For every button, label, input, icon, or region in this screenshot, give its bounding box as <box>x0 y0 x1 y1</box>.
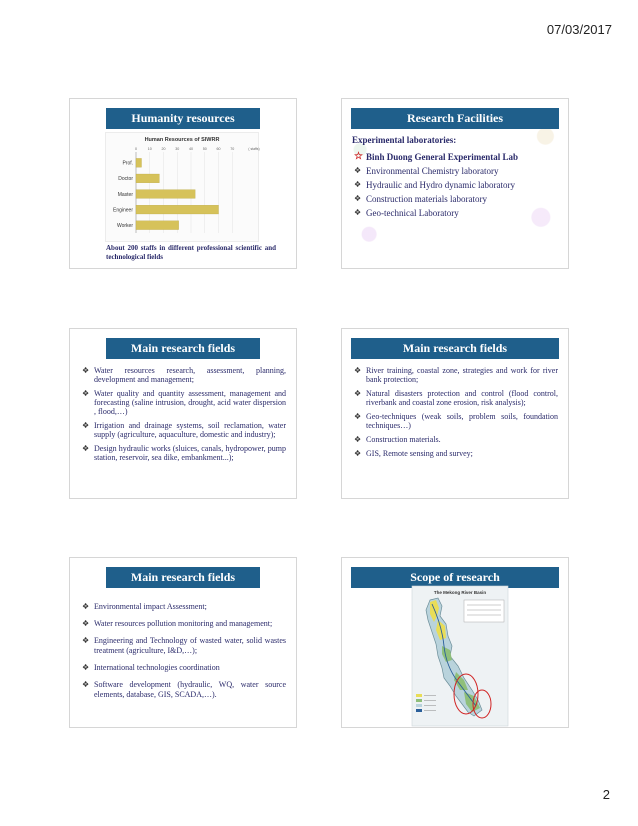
labs-heading: Experimental laboratories: <box>352 135 457 145</box>
list-item: ❖ Design hydraulic works (sluices, canals, hydropower, pump station, reservoir, sea dike, embankment...); <box>82 444 286 462</box>
chart-title: Human Resources of SIWRR <box>144 137 220 143</box>
diamond-bullet-icon: ❖ <box>354 435 362 444</box>
category-label: Engineer <box>112 207 133 214</box>
diamond-bullet-icon: ❖ <box>82 619 90 628</box>
diamond-bullet-icon: ❖ <box>354 208 362 217</box>
list-item: ❖ Environmental Chemistry laboratory <box>354 166 499 176</box>
staff-chart <box>105 132 259 242</box>
list-item: ❖ Water resources research, assessment, planning, development and management; <box>82 366 286 384</box>
slide-main-research-fields-2 <box>341 328 569 499</box>
diamond-bullet-icon: ❖ <box>82 389 90 398</box>
list-item: ❖ Natural disasters protection and control (flood control, riverbank and coastal zone erosion, risk analysis); <box>354 389 558 407</box>
diamond-bullet-icon: ❖ <box>82 680 90 689</box>
list-item: ❖ Construction materials laboratory <box>354 194 487 204</box>
list-item: ❖ Water quality and quantity assessment, management and forecasting (saline intrusion, drought, acid water dispersion , flood,…) <box>82 389 286 416</box>
fields-list <box>80 602 286 707</box>
category-label: Prof. <box>122 160 133 167</box>
diamond-bullet-icon: ❖ <box>82 636 90 645</box>
slide-title: Main research fields <box>106 567 260 588</box>
category-label: Doctor <box>118 176 133 183</box>
bar-worker <box>136 221 179 230</box>
category-label: Worker <box>116 223 133 229</box>
diamond-bullet-icon: ❖ <box>82 663 90 672</box>
bar-prof <box>136 158 142 167</box>
slide-title: Research Facilities <box>351 108 559 129</box>
diamond-bullet-icon: ❖ <box>354 412 362 421</box>
slide-main-research-fields-3 <box>69 557 297 728</box>
diamond-bullet-icon: ❖ <box>354 166 362 175</box>
tick-label: 40 <box>189 147 193 151</box>
diamond-bullet-icon: ❖ <box>82 602 90 611</box>
slide-main-research-fields-1 <box>69 328 297 499</box>
list-item: ❖ Irrigation and drainage systems, soil reclamation, water supply (agriculture, aquaculture, domestic and industry); <box>82 421 286 439</box>
unit-label: ( staffs) <box>248 147 260 151</box>
slide-humanity-resources <box>69 98 297 269</box>
slide-title: Main research fields <box>351 338 559 359</box>
slide-title: Humanity resources <box>106 108 260 129</box>
list-item: ❖ River training, coastal zone, strategies and work for river bank protection; <box>354 366 558 384</box>
list-item: ❖ International technologies coordination <box>82 663 220 672</box>
tick-label: 60 <box>216 147 221 151</box>
fields-list <box>352 366 558 463</box>
list-item: ❖ Construction materials. <box>354 435 441 444</box>
tick-label: 50 <box>202 147 207 151</box>
tick-label: 70 <box>230 147 235 151</box>
diamond-bullet-icon: ❖ <box>354 180 362 189</box>
slide-scope-of-research <box>341 557 569 728</box>
tick-label: 30 <box>175 147 180 151</box>
slide-research-facilities <box>341 98 569 269</box>
slide-title: Main research fields <box>106 338 260 359</box>
diamond-bullet-icon: ❖ <box>354 389 362 398</box>
labs-list <box>352 150 558 220</box>
slide-title: Scope of research <box>351 567 559 588</box>
tick-label: 20 <box>161 147 166 151</box>
diamond-bullet-icon: ❖ <box>82 444 90 453</box>
bar-doctor <box>136 174 159 183</box>
diamond-bullet-icon: ❖ <box>82 366 90 375</box>
list-item: ❖ GIS, Remote sensing and survey; <box>354 449 473 458</box>
bar-engineer <box>136 205 219 214</box>
diamond-bullet-icon: ❖ <box>354 366 362 375</box>
star-icon: ☆ <box>354 151 363 162</box>
diamond-bullet-icon: ❖ <box>354 449 362 458</box>
tick-label: 0 <box>135 147 137 151</box>
date-stamp: 07/03/2017 <box>546 22 612 37</box>
list-item: ❖ Geo-techniques (weak soils, problem soils, foundation techniques…) <box>354 412 558 430</box>
list-item: ❖ Geo-technical Laboratory <box>354 208 459 218</box>
list-item: ❖ Hydraulic and Hydro dynamic laboratory <box>354 180 515 190</box>
mekong-basin-map <box>412 586 508 726</box>
bar-master <box>136 190 195 199</box>
map-title: The Mekong River Basin <box>433 590 487 595</box>
fields-list <box>80 366 286 467</box>
tick-label: 10 <box>147 147 152 151</box>
list-item: ❖ Environmental impact Assessment; <box>82 602 207 611</box>
diamond-bullet-icon: ❖ <box>82 421 90 430</box>
category-label: Master <box>117 191 133 198</box>
list-item: ❖ Engineering and Technology of wasted water, solid wastes treatment (agriculture, I&D,…); <box>82 636 286 655</box>
diamond-bullet-icon: ❖ <box>354 194 362 203</box>
list-item: ❖ Software development (hydraulic, WQ, water source elements, database, GIS, SCADA,…). <box>82 680 286 699</box>
staff-bar-chart <box>106 133 258 241</box>
list-item: ❖ Water resources pollution monitoring and management; <box>82 619 273 628</box>
list-item: ☆ Binh Duong General Experimental Lab <box>354 151 519 162</box>
page-number: 2 <box>602 787 610 802</box>
staff-caption: About 200 staffs in different professional scientific and technological fields <box>106 244 276 261</box>
